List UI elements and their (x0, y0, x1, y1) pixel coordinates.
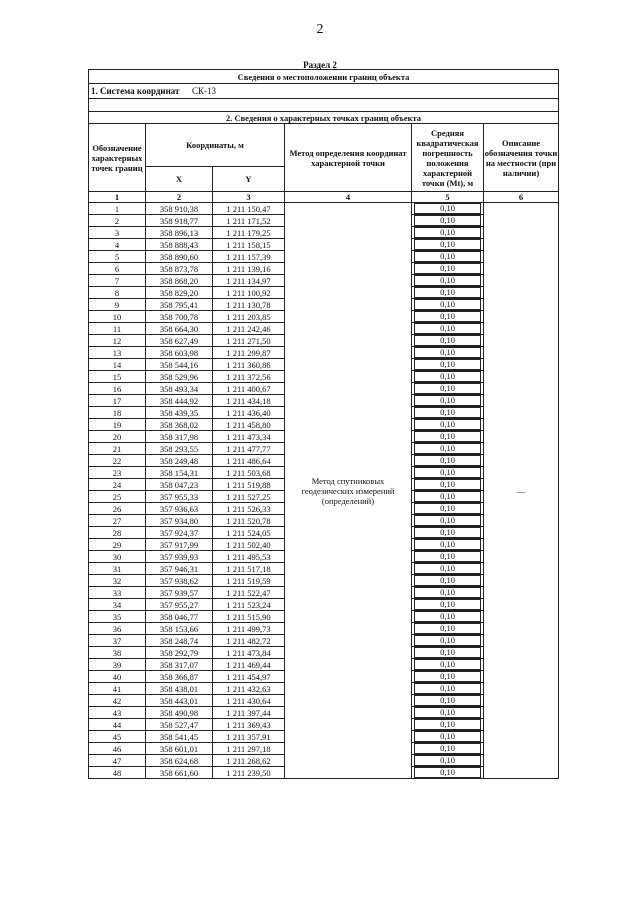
accuracy-cell (412, 479, 484, 491)
col-number: 5 (412, 192, 484, 203)
point-number-cell: 47 (89, 755, 146, 767)
point-number-cell: 13 (89, 347, 146, 359)
point-number-cell: 2 (89, 215, 146, 227)
accuracy-cell (412, 467, 484, 479)
accuracy-value: 0,10 (414, 767, 481, 778)
accuracy-value: 0,10 (414, 635, 481, 646)
point-number-cell: 31 (89, 563, 146, 575)
point-number-cell: 32 (89, 575, 146, 587)
y-coordinate-cell: 1 211 503,68 (213, 467, 285, 479)
col-number: 6 (484, 192, 559, 203)
x-coordinate-cell: 358 601,01 (146, 743, 213, 755)
x-coordinate-cell: 357 946,31 (146, 563, 213, 575)
accuracy-cell (412, 575, 484, 587)
point-number-cell: 4 (89, 239, 146, 251)
x-coordinate-cell: 358 890,60 (146, 251, 213, 263)
point-number-cell: 10 (89, 311, 146, 323)
y-coordinate-cell: 1 211 473,84 (213, 647, 285, 659)
x-coordinate-cell: 357 924,37 (146, 527, 213, 539)
accuracy-value: 0,10 (414, 695, 481, 706)
y-coordinate-cell: 1 211 519,88 (213, 479, 285, 491)
y-coordinate-cell: 1 211 134,97 (213, 275, 285, 287)
accuracy-value: 0,10 (414, 359, 481, 370)
accuracy-value: 0,10 (414, 587, 481, 598)
accuracy-cell (412, 335, 484, 347)
x-coordinate-cell: 358 527,47 (146, 719, 213, 731)
point-number-cell: 7 (89, 275, 146, 287)
accuracy-cell (412, 623, 484, 635)
y-coordinate-cell: 1 211 299,87 (213, 347, 285, 359)
x-coordinate-cell: 358 443,01 (146, 695, 213, 707)
accuracy-cell (412, 683, 484, 695)
accuracy-value: 0,10 (414, 599, 481, 610)
x-coordinate-cell: 357 939,93 (146, 551, 213, 563)
x-coordinate-cell: 358 544,16 (146, 359, 213, 371)
accuracy-cell (412, 599, 484, 611)
x-coordinate-cell: 358 444,92 (146, 395, 213, 407)
accuracy-cell (412, 539, 484, 551)
y-coordinate-cell: 1 211 297,18 (213, 743, 285, 755)
accuracy-cell (412, 707, 484, 719)
x-coordinate-cell: 358 293,55 (146, 443, 213, 455)
coord-system-value: СК-13 (191, 86, 216, 96)
point-number-cell: 25 (89, 491, 146, 503)
point-number-cell: 43 (89, 707, 146, 719)
y-coordinate-cell: 1 211 157,39 (213, 251, 285, 263)
y-coordinate-cell: 1 211 203,85 (213, 311, 285, 323)
accuracy-value: 0,10 (414, 407, 481, 418)
accuracy-cell (412, 323, 484, 335)
x-coordinate-cell: 358 627,49 (146, 335, 213, 347)
accuracy-value: 0,10 (414, 539, 481, 550)
accuracy-value: 0,10 (414, 575, 481, 586)
x-coordinate-cell: 358 047,23 (146, 479, 213, 491)
point-number-cell: 8 (89, 287, 146, 299)
y-coordinate-cell: 1 211 432,63 (213, 683, 285, 695)
accuracy-cell (412, 203, 484, 215)
y-coordinate-cell: 1 211 515,90 (213, 611, 285, 623)
y-coordinate-cell: 1 211 139,16 (213, 263, 285, 275)
x-coordinate-cell: 358 292,79 (146, 647, 213, 659)
x-coordinate-cell: 358 868,20 (146, 275, 213, 287)
accuracy-cell (412, 311, 484, 323)
point-number-cell: 30 (89, 551, 146, 563)
x-coordinate-cell: 358 603,98 (146, 347, 213, 359)
point-number-cell: 33 (89, 587, 146, 599)
accuracy-cell (412, 251, 484, 263)
accuracy-cell (412, 275, 484, 287)
accuracy-value: 0,10 (414, 647, 481, 658)
x-coordinate-cell: 358 896,13 (146, 227, 213, 239)
accuracy-value: 0,10 (414, 227, 481, 238)
y-coordinate-cell: 1 211 523,24 (213, 599, 285, 611)
accuracy-cell (412, 695, 484, 707)
y-coordinate-cell: 1 211 239,50 (213, 767, 285, 779)
boundary-table-frame (88, 69, 558, 779)
point-number-cell: 44 (89, 719, 146, 731)
x-coordinate-cell: 358 438,01 (146, 683, 213, 695)
point-number-cell: 28 (89, 527, 146, 539)
point-number-cell: 27 (89, 515, 146, 527)
coord-system-label: 1. Система координат (91, 86, 180, 96)
x-coordinate-cell: 358 493,34 (146, 383, 213, 395)
y-coordinate-cell: 1 211 158,15 (213, 239, 285, 251)
y-coordinate-cell: 1 211 527,25 (213, 491, 285, 503)
col-number: 2 (146, 192, 213, 203)
accuracy-value: 0,10 (414, 203, 481, 214)
y-coordinate-cell: 1 211 357,91 (213, 731, 285, 743)
x-coordinate-cell: 358 490,98 (146, 707, 213, 719)
point-number-cell: 37 (89, 635, 146, 647)
point-number-cell: 21 (89, 443, 146, 455)
col-number: 3 (213, 192, 285, 203)
point-number-cell: 11 (89, 323, 146, 335)
col-accuracy-header: Средняя квадратическая погрешность положения характерной точки (Mt), м (412, 124, 484, 192)
point-number-cell: 34 (89, 599, 146, 611)
y-coordinate-cell: 1 211 179,25 (213, 227, 285, 239)
x-coordinate-cell: 358 888,43 (146, 239, 213, 251)
accuracy-cell (412, 287, 484, 299)
x-coordinate-cell: 358 664,30 (146, 323, 213, 335)
y-coordinate-cell: 1 211 372,56 (213, 371, 285, 383)
section-title: Раздел 2 (303, 60, 337, 70)
accuracy-cell (412, 671, 484, 683)
x-coordinate-cell: 358 661,60 (146, 767, 213, 779)
point-number-cell: 19 (89, 419, 146, 431)
y-coordinate-cell: 1 211 369,43 (213, 719, 285, 731)
x-coordinate-cell: 358 368,02 (146, 419, 213, 431)
accuracy-cell (412, 419, 484, 431)
accuracy-cell (412, 227, 484, 239)
point-number-cell: 9 (89, 299, 146, 311)
accuracy-value: 0,10 (414, 671, 481, 682)
point-number-cell: 41 (89, 683, 146, 695)
x-coordinate-cell: 358 154,31 (146, 467, 213, 479)
x-coordinate-cell: 357 939,57 (146, 587, 213, 599)
x-coordinate-cell: 357 936,63 (146, 503, 213, 515)
accuracy-value: 0,10 (414, 443, 481, 454)
y-coordinate-cell: 1 211 360,86 (213, 359, 285, 371)
boundary-points-table (88, 69, 559, 779)
col-number: 1 (89, 192, 146, 203)
point-number-cell: 39 (89, 659, 146, 671)
y-coordinate-cell: 1 211 400,67 (213, 383, 285, 395)
accuracy-value: 0,10 (414, 455, 481, 466)
accuracy-cell (412, 371, 484, 383)
point-number-cell: 15 (89, 371, 146, 383)
point-number-cell: 36 (89, 623, 146, 635)
accuracy-value: 0,10 (414, 731, 481, 742)
accuracy-value: 0,10 (414, 719, 481, 730)
accuracy-value: 0,10 (414, 239, 481, 250)
accuracy-value: 0,10 (414, 611, 481, 622)
accuracy-cell (412, 515, 484, 527)
points-title: 2. Сведения о характерных точках границ объекта (89, 112, 559, 124)
y-coordinate-cell: 1 211 502,40 (213, 539, 285, 551)
point-number-cell: 6 (89, 263, 146, 275)
accuracy-value: 0,10 (414, 251, 481, 262)
point-number-cell: 5 (89, 251, 146, 263)
y-coordinate-cell: 1 211 524,05 (213, 527, 285, 539)
y-coordinate-cell: 1 211 486,64 (213, 455, 285, 467)
accuracy-value: 0,10 (414, 323, 481, 334)
accuracy-value: 0,10 (414, 683, 481, 694)
point-number-cell: 16 (89, 383, 146, 395)
x-coordinate-cell: 357 938,62 (146, 575, 213, 587)
coord-system-row (89, 84, 559, 99)
y-coordinate-cell: 1 211 495,53 (213, 551, 285, 563)
accuracy-cell (412, 455, 484, 467)
point-number-cell: 12 (89, 335, 146, 347)
spacer-row (89, 99, 559, 112)
accuracy-cell (412, 659, 484, 671)
point-number-cell: 17 (89, 395, 146, 407)
x-coordinate-cell: 358 829,20 (146, 287, 213, 299)
accuracy-cell (412, 443, 484, 455)
y-coordinate-cell: 1 211 430,64 (213, 695, 285, 707)
accuracy-cell (412, 719, 484, 731)
x-coordinate-cell: 358 918,77 (146, 215, 213, 227)
point-number-cell: 3 (89, 227, 146, 239)
point-number-cell: 42 (89, 695, 146, 707)
col-designation-header: Обозначение характерных точек границ (89, 124, 146, 192)
method-cell: Метод спутниковых геодезических измерений (определений) (285, 203, 412, 779)
accuracy-value: 0,10 (414, 335, 481, 346)
y-coordinate-cell: 1 211 434,18 (213, 395, 285, 407)
point-number-cell: 48 (89, 767, 146, 779)
x-coordinate-cell: 358 153,66 (146, 623, 213, 635)
point-number-cell: 45 (89, 731, 146, 743)
col-x-header: X (146, 167, 213, 192)
y-coordinate-cell: 1 211 271,50 (213, 335, 285, 347)
x-coordinate-cell: 357 917,99 (146, 539, 213, 551)
y-coordinate-cell: 1 211 436,40 (213, 407, 285, 419)
accuracy-value: 0,10 (414, 479, 481, 490)
accuracy-cell (412, 755, 484, 767)
x-coordinate-cell: 358 529,96 (146, 371, 213, 383)
accuracy-value: 0,10 (414, 311, 481, 322)
col-number: 4 (285, 192, 412, 203)
col-method-header: Метод определения координат характерной точки (285, 124, 412, 192)
x-coordinate-cell: 358 366,87 (146, 671, 213, 683)
col-coords-header: Координаты, м (146, 124, 285, 167)
x-coordinate-cell: 357 934,80 (146, 515, 213, 527)
y-coordinate-cell: 1 211 242,46 (213, 323, 285, 335)
accuracy-value: 0,10 (414, 527, 481, 538)
y-coordinate-cell: 1 211 469,44 (213, 659, 285, 671)
accuracy-value: 0,10 (414, 263, 481, 274)
x-coordinate-cell: 358 249,48 (146, 455, 213, 467)
accuracy-cell (412, 527, 484, 539)
accuracy-value: 0,10 (414, 215, 481, 226)
y-coordinate-cell: 1 211 100,92 (213, 287, 285, 299)
x-coordinate-cell: 358 910,38 (146, 203, 213, 215)
accuracy-value: 0,10 (414, 623, 481, 634)
accuracy-value: 0,10 (414, 659, 481, 670)
point-number-cell: 26 (89, 503, 146, 515)
accuracy-cell (412, 611, 484, 623)
col-y-header: Y (213, 167, 285, 192)
accuracy-cell (412, 359, 484, 371)
point-number-cell: 14 (89, 359, 146, 371)
accuracy-value: 0,10 (414, 515, 481, 526)
accuracy-cell (412, 431, 484, 443)
accuracy-cell (412, 347, 484, 359)
x-coordinate-cell: 358 248,74 (146, 635, 213, 647)
x-coordinate-cell: 358 317,07 (146, 659, 213, 671)
accuracy-cell (412, 587, 484, 599)
accuracy-value: 0,10 (414, 431, 481, 442)
point-number-cell: 23 (89, 467, 146, 479)
header-title: Сведения о местоположении границ объекта (89, 70, 559, 84)
accuracy-cell (412, 767, 484, 779)
y-coordinate-cell: 1 211 499,73 (213, 623, 285, 635)
accuracy-cell (412, 731, 484, 743)
accuracy-cell (412, 407, 484, 419)
accuracy-value: 0,10 (414, 371, 481, 382)
accuracy-value: 0,10 (414, 299, 481, 310)
x-coordinate-cell: 357 955,33 (146, 491, 213, 503)
accuracy-value: 0,10 (414, 743, 481, 754)
x-coordinate-cell: 358 046,77 (146, 611, 213, 623)
accuracy-cell (412, 551, 484, 563)
point-number-cell: 38 (89, 647, 146, 659)
accuracy-cell (412, 563, 484, 575)
accuracy-cell (412, 299, 484, 311)
y-coordinate-cell: 1 211 517,18 (213, 563, 285, 575)
y-coordinate-cell: 1 211 477,77 (213, 443, 285, 455)
x-coordinate-cell: 358 439,35 (146, 407, 213, 419)
accuracy-cell (412, 635, 484, 647)
point-number-cell: 29 (89, 539, 146, 551)
y-coordinate-cell: 1 211 526,33 (213, 503, 285, 515)
col-description-header: Описание обозначения точки на местности (при наличии) (484, 124, 559, 192)
y-coordinate-cell: 1 211 130,78 (213, 299, 285, 311)
y-coordinate-cell: 1 211 473,34 (213, 431, 285, 443)
x-coordinate-cell: 358 795,41 (146, 299, 213, 311)
accuracy-value: 0,10 (414, 395, 481, 406)
point-number-cell: 24 (89, 479, 146, 491)
accuracy-cell (412, 383, 484, 395)
y-coordinate-cell: 1 211 171,52 (213, 215, 285, 227)
accuracy-cell (412, 491, 484, 503)
y-coordinate-cell: 1 211 150,47 (213, 203, 285, 215)
accuracy-value: 0,10 (414, 491, 481, 502)
y-coordinate-cell: 1 211 458,80 (213, 419, 285, 431)
y-coordinate-cell: 1 211 519,59 (213, 575, 285, 587)
y-coordinate-cell: 1 211 520,78 (213, 515, 285, 527)
y-coordinate-cell: 1 211 454,97 (213, 671, 285, 683)
point-number-cell: 22 (89, 455, 146, 467)
y-coordinate-cell: 1 211 482,72 (213, 635, 285, 647)
description-cell: — (484, 203, 559, 779)
y-coordinate-cell: 1 211 397,44 (213, 707, 285, 719)
x-coordinate-cell: 358 624,68 (146, 755, 213, 767)
x-coordinate-cell: 357 955,27 (146, 599, 213, 611)
accuracy-cell (412, 647, 484, 659)
accuracy-value: 0,10 (414, 503, 481, 514)
accuracy-cell (412, 503, 484, 515)
accuracy-cell (412, 239, 484, 251)
accuracy-value: 0,10 (414, 275, 481, 286)
x-coordinate-cell: 358 700,78 (146, 311, 213, 323)
accuracy-value: 0,10 (414, 419, 481, 430)
accuracy-cell (412, 263, 484, 275)
accuracy-value: 0,10 (414, 287, 481, 298)
x-coordinate-cell: 358 873,78 (146, 263, 213, 275)
y-coordinate-cell: 1 211 522,47 (213, 587, 285, 599)
accuracy-value: 0,10 (414, 347, 481, 358)
accuracy-cell (412, 743, 484, 755)
accuracy-value: 0,10 (414, 755, 481, 766)
point-number-cell: 18 (89, 407, 146, 419)
x-coordinate-cell: 358 317,98 (146, 431, 213, 443)
accuracy-value: 0,10 (414, 563, 481, 574)
x-coordinate-cell: 358 541,45 (146, 731, 213, 743)
accuracy-value: 0,10 (414, 551, 481, 562)
page-number: 2 (316, 22, 324, 37)
accuracy-value: 0,10 (414, 383, 481, 394)
accuracy-cell (412, 215, 484, 227)
y-coordinate-cell: 1 211 268,62 (213, 755, 285, 767)
accuracy-cell (412, 395, 484, 407)
point-number-cell: 46 (89, 743, 146, 755)
point-number-cell: 35 (89, 611, 146, 623)
point-number-cell: 40 (89, 671, 146, 683)
table-row (89, 203, 559, 215)
accuracy-value: 0,10 (414, 707, 481, 718)
accuracy-value: 0,10 (414, 467, 481, 478)
point-number-cell: 20 (89, 431, 146, 443)
point-number-cell: 1 (89, 203, 146, 215)
